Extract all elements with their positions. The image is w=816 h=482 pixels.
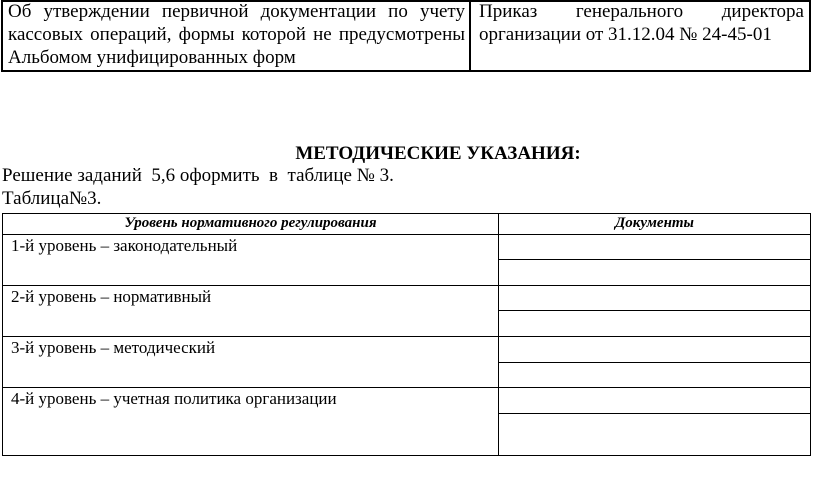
table-label: Таблица№3. <box>2 188 102 209</box>
table-row <box>3 388 811 414</box>
section-heading: МЕТОДИЧЕСКИЕ УКАЗАНИЯ: <box>295 143 581 164</box>
document-cell <box>499 311 811 337</box>
document-cell <box>499 388 811 414</box>
level-cell-1: 1-й уровень – законодательный <box>3 234 499 285</box>
table-header-row <box>3 214 811 235</box>
table-row <box>3 285 811 311</box>
header-documents: Документы <box>499 214 811 235</box>
instruction-text: Решение заданий 5,6 оформить в таблице № 3. <box>2 165 394 186</box>
order-subject-cell: Об утверждении первичной документации по учету кассовых операций, формы которой не предусмотрены Альбомом унифицированных форм <box>3 0 471 70</box>
document-cell <box>499 362 811 388</box>
document-cell <box>499 234 811 260</box>
document-cell <box>499 413 811 455</box>
top-order-table <box>1 0 811 72</box>
level-cell-3: 3-й уровень – методический <box>3 337 499 388</box>
table-row <box>3 234 811 260</box>
order-reference-cell: Приказ генерального директора организации от 31.12.04 № 24-45-01 <box>479 1 804 45</box>
document-cell <box>499 260 811 286</box>
header-level: Уровень нормативного регулирования <box>3 214 499 235</box>
level-cell-4: 4-й уровень – учетная политика организации <box>3 388 499 456</box>
regulation-levels-table <box>2 213 811 456</box>
table-row <box>3 337 811 363</box>
level-cell-2: 2-й уровень – нормативный <box>3 285 499 336</box>
document-cell <box>499 285 811 311</box>
document-cell <box>499 337 811 363</box>
